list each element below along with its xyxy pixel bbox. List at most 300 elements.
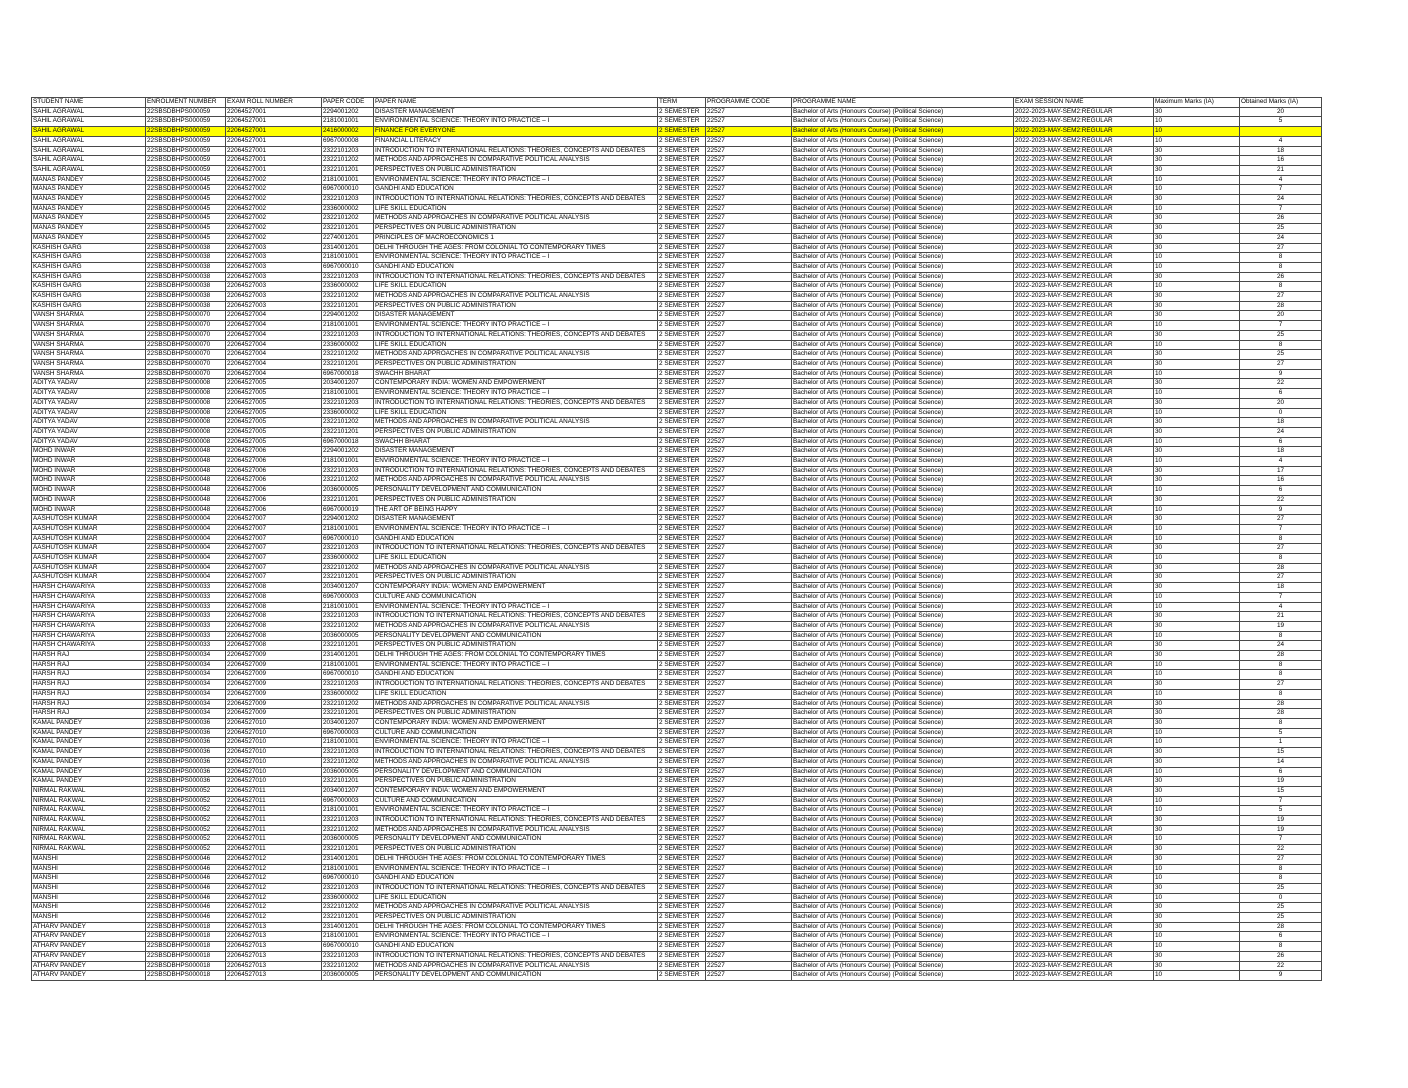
programme-name-cell: Bachelor of Arts (Honours Course) (Political Science) [792, 738, 1014, 748]
term-cell: 2 SEMESTER [658, 796, 706, 806]
table-row [32, 922, 1322, 932]
paper-name-cell: PERSONALITY DEVELOPMENT AND COMMUNICATION [374, 835, 658, 845]
paper-code-cell: 2322101201 [322, 641, 374, 651]
paper-code-cell: 2322101202 [322, 418, 374, 428]
obtained-marks-cell: 27 [1240, 515, 1322, 525]
student-name-cell: SAHIL AGRAWAL [32, 165, 146, 175]
programme-name-cell: Bachelor of Arts (Honours Course) (Political Science) [792, 350, 1014, 360]
table-row [32, 893, 1322, 903]
paper-name-cell: METHODS AND APPROACHES IN COMPARATIVE POLITICAL ANALYSIS [374, 961, 658, 971]
exam-roll-number-cell: 22064527003 [226, 253, 322, 263]
programme-code-cell: 22527 [706, 796, 792, 806]
table-row [32, 515, 1322, 525]
table-row [32, 262, 1322, 272]
programme-name-cell: Bachelor of Arts (Honours Course) (Political Science) [792, 883, 1014, 893]
programme-name-cell: Bachelor of Arts (Honours Course) (Political Science) [792, 107, 1014, 117]
term-cell: 2 SEMESTER [658, 447, 706, 457]
term-cell: 2 SEMESTER [658, 709, 706, 719]
programme-code-cell: 22527 [706, 835, 792, 845]
exam-session-cell: 2022-2023-MAY-SEM2:REGULAR [1014, 554, 1154, 564]
paper-code-cell: 2322101202 [322, 563, 374, 573]
maximum-marks-cell: 10 [1154, 505, 1240, 515]
exam-session-cell: 2022-2023-MAY-SEM2:REGULAR [1014, 272, 1154, 282]
maximum-marks-cell: 10 [1154, 262, 1240, 272]
programme-code-cell: 22527 [706, 864, 792, 874]
obtained-marks-cell: 25 [1240, 913, 1322, 923]
maximum-marks-cell: 30 [1154, 612, 1240, 622]
obtained-marks-cell: 22 [1240, 845, 1322, 855]
maximum-marks-cell: 10 [1154, 127, 1240, 137]
programme-code-cell: 22527 [706, 524, 792, 534]
table-row [32, 359, 1322, 369]
exam-session-cell: 2022-2023-MAY-SEM2:REGULAR [1014, 602, 1154, 612]
term-cell: 2 SEMESTER [658, 418, 706, 428]
student-name-cell: MANAS PANDEY [32, 233, 146, 243]
obtained-marks-cell: 8 [1240, 631, 1322, 641]
maximum-marks-cell: 30 [1154, 243, 1240, 253]
paper-name-cell: FINANCE FOR EVERYONE [374, 127, 658, 137]
table-row [32, 466, 1322, 476]
enrolment-number-cell: 22SBSDBHPS000052 [146, 835, 226, 845]
exam-session-cell: 2022-2023-MAY-SEM2:REGULAR [1014, 175, 1154, 185]
paper-code-cell: 2322101203 [322, 748, 374, 758]
maximum-marks-cell: 10 [1154, 282, 1240, 292]
obtained-marks-cell: 24 [1240, 641, 1322, 651]
enrolment-number-cell: 22SBSDBHPS000038 [146, 292, 226, 302]
col-exam-session-name: EXAM SESSION NAME [1014, 98, 1154, 108]
enrolment-number-cell: 22SBSDBHPS000008 [146, 437, 226, 447]
programme-code-cell: 22527 [706, 757, 792, 767]
student-name-cell: HARSH RAJ [32, 660, 146, 670]
enrolment-number-cell: 22SBSDBHPS000004 [146, 554, 226, 564]
paper-code-cell: 6967000003 [322, 728, 374, 738]
enrolment-number-cell: 22SBSDBHPS000036 [146, 757, 226, 767]
obtained-marks-cell: 6 [1240, 389, 1322, 399]
paper-code-cell: 2336000002 [322, 204, 374, 214]
maximum-marks-cell: 30 [1154, 418, 1240, 428]
term-cell: 2 SEMESTER [658, 466, 706, 476]
exam-roll-number-cell: 22064527012 [226, 883, 322, 893]
exam-session-cell: 2022-2023-MAY-SEM2:REGULAR [1014, 340, 1154, 350]
paper-code-cell: 2322101202 [322, 961, 374, 971]
programme-name-cell: Bachelor of Arts (Honours Course) (Political Science) [792, 621, 1014, 631]
enrolment-number-cell: 22SBSDBHPS000033 [146, 583, 226, 593]
obtained-marks-cell: 27 [1240, 544, 1322, 554]
maximum-marks-cell: 30 [1154, 301, 1240, 311]
maximum-marks-cell: 30 [1154, 922, 1240, 932]
term-cell: 2 SEMESTER [658, 757, 706, 767]
exam-session-cell: 2022-2023-MAY-SEM2:REGULAR [1014, 243, 1154, 253]
table-row [32, 660, 1322, 670]
exam-session-cell: 2022-2023-MAY-SEM2:REGULAR [1014, 777, 1154, 787]
programme-name-cell: Bachelor of Arts (Honours Course) (Political Science) [792, 592, 1014, 602]
paper-name-cell: PERSPECTIVES ON PUBLIC ADMINISTRATION [374, 913, 658, 923]
maximum-marks-cell: 30 [1154, 447, 1240, 457]
paper-code-cell: 2322101203 [322, 272, 374, 282]
programme-name-cell: Bachelor of Arts (Honours Course) (Political Science) [792, 602, 1014, 612]
exam-session-cell: 2022-2023-MAY-SEM2:REGULAR [1014, 330, 1154, 340]
paper-code-cell: 6967000008 [322, 136, 374, 146]
table-row [32, 253, 1322, 263]
programme-code-cell: 22527 [706, 922, 792, 932]
paper-code-cell: 6967000010 [322, 185, 374, 195]
exam-roll-number-cell: 22064527013 [226, 971, 322, 981]
table-row [32, 621, 1322, 631]
exam-session-cell: 2022-2023-MAY-SEM2:REGULAR [1014, 301, 1154, 311]
maximum-marks-cell: 30 [1154, 961, 1240, 971]
student-name-cell: ATHARV PANDEY [32, 971, 146, 981]
exam-roll-number-cell: 22064527005 [226, 398, 322, 408]
exam-roll-number-cell: 22064527008 [226, 583, 322, 593]
enrolment-number-cell: 22SBSDBHPS000018 [146, 922, 226, 932]
maximum-marks-cell: 30 [1154, 272, 1240, 282]
programme-name-cell: Bachelor of Arts (Honours Course) (Political Science) [792, 262, 1014, 272]
exam-roll-number-cell: 22064527001 [226, 136, 322, 146]
programme-code-cell: 22527 [706, 224, 792, 234]
exam-roll-number-cell: 22064527011 [226, 845, 322, 855]
paper-code-cell: 2036000005 [322, 767, 374, 777]
paper-name-cell: ENVIRONMENTAL SCIENCE: THEORY INTO PRACTICE – I [374, 253, 658, 263]
student-name-cell: HARSH CHAWARIYA [32, 631, 146, 641]
term-cell: 2 SEMESTER [658, 641, 706, 651]
maximum-marks-cell: 10 [1154, 253, 1240, 263]
exam-roll-number-cell: 22064527006 [226, 486, 322, 496]
paper-code-cell: 2181001001 [322, 457, 374, 467]
programme-code-cell: 22527 [706, 942, 792, 952]
programme-code-cell: 22527 [706, 165, 792, 175]
exam-session-cell: 2022-2023-MAY-SEM2:REGULAR [1014, 592, 1154, 602]
exam-roll-number-cell: 22064527001 [226, 127, 322, 137]
term-cell: 2 SEMESTER [658, 777, 706, 787]
obtained-marks-cell: 19 [1240, 825, 1322, 835]
student-name-cell: VANSH SHARMA [32, 340, 146, 350]
programme-code-cell: 22527 [706, 427, 792, 437]
exam-roll-number-cell: 22064527009 [226, 680, 322, 690]
student-name-cell: KAMAL PANDEY [32, 757, 146, 767]
paper-name-cell: DISASTER MANAGEMENT [374, 515, 658, 525]
paper-name-cell: PERSONALITY DEVELOPMENT AND COMMUNICATION [374, 971, 658, 981]
paper-name-cell: SWACHH BHARAT [374, 437, 658, 447]
maximum-marks-cell: 30 [1154, 233, 1240, 243]
student-name-cell: KAMAL PANDEY [32, 719, 146, 729]
paper-code-cell: 2322101203 [322, 398, 374, 408]
enrolment-number-cell: 22SBSDBHPS000004 [146, 534, 226, 544]
exam-roll-number-cell: 22064527009 [226, 651, 322, 661]
term-cell: 2 SEMESTER [658, 971, 706, 981]
term-cell: 2 SEMESTER [658, 854, 706, 864]
enrolment-number-cell: 22SBSDBHPS000033 [146, 592, 226, 602]
programme-code-cell: 22527 [706, 854, 792, 864]
table-row [32, 971, 1322, 981]
maximum-marks-cell: 30 [1154, 621, 1240, 631]
programme-code-cell: 22527 [706, 961, 792, 971]
col-paper-name: PAPER NAME [374, 98, 658, 108]
maximum-marks-cell: 30 [1154, 544, 1240, 554]
maximum-marks-cell: 30 [1154, 311, 1240, 321]
term-cell: 2 SEMESTER [658, 224, 706, 234]
paper-code-cell: 2336000002 [322, 408, 374, 418]
paper-code-cell: 2322101203 [322, 544, 374, 554]
term-cell: 2 SEMESTER [658, 359, 706, 369]
paper-code-cell: 2322101203 [322, 330, 374, 340]
paper-name-cell: ENVIRONMENTAL SCIENCE: THEORY INTO PRACTICE – I [374, 806, 658, 816]
programme-name-cell: Bachelor of Arts (Honours Course) (Political Science) [792, 466, 1014, 476]
paper-code-cell: 2034001207 [322, 719, 374, 729]
enrolment-number-cell: 22SBSDBHPS000008 [146, 389, 226, 399]
paper-code-cell: 2322101202 [322, 156, 374, 166]
enrolment-number-cell: 22SBSDBHPS000046 [146, 903, 226, 913]
obtained-marks-cell: 0 [1240, 893, 1322, 903]
paper-name-cell: METHODS AND APPROACHES IN COMPARATIVE POLITICAL ANALYSIS [374, 292, 658, 302]
paper-name-cell: ENVIRONMENTAL SCIENCE: THEORY INTO PRACTICE – I [374, 864, 658, 874]
table-row [32, 447, 1322, 457]
paper-code-cell: 2181001001 [322, 253, 374, 263]
paper-name-cell: PERSPECTIVES ON PUBLIC ADMINISTRATION [374, 165, 658, 175]
term-cell: 2 SEMESTER [658, 621, 706, 631]
obtained-marks-cell: 4 [1240, 136, 1322, 146]
paper-code-cell: 2322101203 [322, 612, 374, 622]
term-cell: 2 SEMESTER [658, 282, 706, 292]
paper-name-cell: METHODS AND APPROACHES IN COMPARATIVE POLITICAL ANALYSIS [374, 563, 658, 573]
paper-code-cell: 6967000010 [322, 874, 374, 884]
obtained-marks-cell: 26 [1240, 951, 1322, 961]
obtained-marks-cell: 14 [1240, 757, 1322, 767]
programme-name-cell: Bachelor of Arts (Honours Course) (Political Science) [792, 651, 1014, 661]
programme-name-cell: Bachelor of Arts (Honours Course) (Political Science) [792, 767, 1014, 777]
obtained-marks-cell: 25 [1240, 903, 1322, 913]
student-name-cell: VANSH SHARMA [32, 321, 146, 331]
exam-roll-number-cell: 22064527004 [226, 330, 322, 340]
obtained-marks-cell: 19 [1240, 777, 1322, 787]
paper-code-cell: 2274001201 [322, 233, 374, 243]
student-name-cell: KAMAL PANDEY [32, 728, 146, 738]
col-term: TERM [658, 98, 706, 108]
programme-code-cell: 22527 [706, 728, 792, 738]
paper-code-cell: 2181001001 [322, 175, 374, 185]
paper-name-cell: INTRODUCTION TO INTERNATIONAL RELATIONS: THEORIES, CONCEPTS AND DEBATES [374, 398, 658, 408]
enrolment-number-cell: 22SBSDBHPS000045 [146, 224, 226, 234]
programme-code-cell: 22527 [706, 156, 792, 166]
table-row [32, 903, 1322, 913]
table-row [32, 748, 1322, 758]
programme-name-cell: Bachelor of Arts (Honours Course) (Political Science) [792, 272, 1014, 282]
term-cell: 2 SEMESTER [658, 699, 706, 709]
programme-code-cell: 22527 [706, 272, 792, 282]
enrolment-number-cell: 22SBSDBHPS000038 [146, 253, 226, 263]
obtained-marks-cell: 4 [1240, 457, 1322, 467]
paper-name-cell: INTRODUCTION TO INTERNATIONAL RELATIONS: THEORIES, CONCEPTS AND DEBATES [374, 272, 658, 282]
paper-code-cell: 2181001001 [322, 660, 374, 670]
programme-code-cell: 22527 [706, 369, 792, 379]
table-row [32, 728, 1322, 738]
exam-session-cell: 2022-2023-MAY-SEM2:REGULAR [1014, 408, 1154, 418]
student-name-cell: AASHUTOSH KUMAR [32, 563, 146, 573]
obtained-marks-cell: 9 [1240, 369, 1322, 379]
student-name-cell: KASHISH GARG [32, 301, 146, 311]
exam-session-cell: 2022-2023-MAY-SEM2:REGULAR [1014, 350, 1154, 360]
exam-roll-number-cell: 22064527006 [226, 505, 322, 515]
enrolment-number-cell: 22SBSDBHPS000036 [146, 728, 226, 738]
exam-roll-number-cell: 22064527007 [226, 563, 322, 573]
programme-code-cell: 22527 [706, 631, 792, 641]
maximum-marks-cell: 30 [1154, 786, 1240, 796]
student-name-cell: KASHISH GARG [32, 272, 146, 282]
programme-name-cell: Bachelor of Arts (Honours Course) (Political Science) [792, 864, 1014, 874]
term-cell: 2 SEMESTER [658, 651, 706, 661]
programme-code-cell: 22527 [706, 495, 792, 505]
exam-session-cell: 2022-2023-MAY-SEM2:REGULAR [1014, 185, 1154, 195]
programme-code-cell: 22527 [706, 621, 792, 631]
table-row [32, 942, 1322, 952]
paper-name-cell: METHODS AND APPROACHES IN COMPARATIVE POLITICAL ANALYSIS [374, 757, 658, 767]
paper-code-cell: 6967000010 [322, 670, 374, 680]
student-name-cell: MANAS PANDEY [32, 224, 146, 234]
programme-name-cell: Bachelor of Arts (Honours Course) (Political Science) [792, 165, 1014, 175]
paper-code-cell: 2322101203 [322, 951, 374, 961]
programme-name-cell: Bachelor of Arts (Honours Course) (Political Science) [792, 748, 1014, 758]
maximum-marks-cell: 30 [1154, 107, 1240, 117]
programme-name-cell: Bachelor of Arts (Honours Course) (Political Science) [792, 340, 1014, 350]
paper-code-cell: 2181001001 [322, 864, 374, 874]
exam-roll-number-cell: 22064527005 [226, 437, 322, 447]
exam-roll-number-cell: 22064527008 [226, 631, 322, 641]
student-name-cell: SAHIL AGRAWAL [32, 156, 146, 166]
programme-code-cell: 22527 [706, 786, 792, 796]
term-cell: 2 SEMESTER [658, 350, 706, 360]
exam-roll-number-cell: 22064527013 [226, 942, 322, 952]
paper-code-cell: 2322101201 [322, 913, 374, 923]
paper-code-cell: 6967000019 [322, 505, 374, 515]
obtained-marks-cell: 8 [1240, 282, 1322, 292]
programme-name-cell: Bachelor of Arts (Honours Course) (Political Science) [792, 486, 1014, 496]
exam-session-cell: 2022-2023-MAY-SEM2:REGULAR [1014, 728, 1154, 738]
student-name-cell: VANSH SHARMA [32, 350, 146, 360]
programme-code-cell: 22527 [706, 379, 792, 389]
student-name-cell: HARSH RAJ [32, 699, 146, 709]
exam-session-cell: 2022-2023-MAY-SEM2:REGULAR [1014, 165, 1154, 175]
obtained-marks-cell: 27 [1240, 292, 1322, 302]
student-name-cell: MANAS PANDEY [32, 195, 146, 205]
paper-name-cell: FINANCIAL LITERACY [374, 136, 658, 146]
paper-code-cell: 2322101202 [322, 621, 374, 631]
student-name-cell: HARSH CHAWARIYA [32, 583, 146, 593]
term-cell: 2 SEMESTER [658, 913, 706, 923]
enrolment-number-cell: 22SBSDBHPS000004 [146, 544, 226, 554]
programme-name-cell: Bachelor of Arts (Honours Course) (Political Science) [792, 292, 1014, 302]
student-name-cell: MOHD INWAR [32, 466, 146, 476]
programme-name-cell: Bachelor of Arts (Honours Course) (Political Science) [792, 971, 1014, 981]
obtained-marks-cell: 5 [1240, 728, 1322, 738]
table-row [32, 369, 1322, 379]
programme-code-cell: 22527 [706, 486, 792, 496]
paper-name-cell: ENVIRONMENTAL SCIENCE: THEORY INTO PRACTICE – I [374, 321, 658, 331]
student-name-cell: ATHARV PANDEY [32, 951, 146, 961]
programme-name-cell: Bachelor of Arts (Honours Course) (Political Science) [792, 922, 1014, 932]
programme-name-cell: Bachelor of Arts (Honours Course) (Political Science) [792, 311, 1014, 321]
enrolment-number-cell: 22SBSDBHPS000004 [146, 563, 226, 573]
maximum-marks-cell: 10 [1154, 185, 1240, 195]
student-name-cell: SAHIL AGRAWAL [32, 136, 146, 146]
term-cell: 2 SEMESTER [658, 321, 706, 331]
exam-session-cell: 2022-2023-MAY-SEM2:REGULAR [1014, 515, 1154, 525]
table-row [32, 961, 1322, 971]
programme-name-cell: Bachelor of Arts (Honours Course) (Political Science) [792, 534, 1014, 544]
programme-code-cell: 22527 [706, 738, 792, 748]
paper-name-cell: CONTEMPORARY INDIA: WOMEN AND EMPOWERMENT [374, 786, 658, 796]
student-name-cell: ATHARV PANDEY [32, 942, 146, 952]
exam-session-cell: 2022-2023-MAY-SEM2:REGULAR [1014, 971, 1154, 981]
table-row [32, 427, 1322, 437]
programme-name-cell: Bachelor of Arts (Honours Course) (Political Science) [792, 573, 1014, 583]
term-cell: 2 SEMESTER [658, 427, 706, 437]
exam-roll-number-cell: 22064527005 [226, 379, 322, 389]
term-cell: 2 SEMESTER [658, 146, 706, 156]
maximum-marks-cell: 30 [1154, 146, 1240, 156]
obtained-marks-cell: 7 [1240, 796, 1322, 806]
obtained-marks-cell: 8 [1240, 864, 1322, 874]
programme-code-cell: 22527 [706, 592, 792, 602]
term-cell: 2 SEMESTER [658, 612, 706, 622]
enrolment-number-cell: 22SBSDBHPS000004 [146, 573, 226, 583]
maximum-marks-cell: 30 [1154, 757, 1240, 767]
student-name-cell: MANSHI [32, 913, 146, 923]
maximum-marks-cell: 30 [1154, 398, 1240, 408]
programme-name-cell: Bachelor of Arts (Honours Course) (Political Science) [792, 796, 1014, 806]
exam-roll-number-cell: 22064527008 [226, 612, 322, 622]
programme-code-cell: 22527 [706, 563, 792, 573]
paper-name-cell: ENVIRONMENTAL SCIENCE: THEORY INTO PRACTICE – I [374, 175, 658, 185]
exam-session-cell: 2022-2023-MAY-SEM2:REGULAR [1014, 204, 1154, 214]
exam-session-cell: 2022-2023-MAY-SEM2:REGULAR [1014, 369, 1154, 379]
exam-roll-number-cell: 22064527011 [226, 835, 322, 845]
table-row [32, 864, 1322, 874]
paper-code-cell: 2322101201 [322, 301, 374, 311]
term-cell: 2 SEMESTER [658, 495, 706, 505]
paper-name-cell: INTRODUCTION TO INTERNATIONAL RELATIONS: THEORIES, CONCEPTS AND DEBATES [374, 544, 658, 554]
enrolment-number-cell: 22SBSDBHPS000046 [146, 864, 226, 874]
programme-code-cell: 22527 [706, 641, 792, 651]
paper-name-cell: PERSONALITY DEVELOPMENT AND COMMUNICATION [374, 631, 658, 641]
maximum-marks-cell: 30 [1154, 854, 1240, 864]
paper-name-cell: INTRODUCTION TO INTERNATIONAL RELATIONS: THEORIES, CONCEPTS AND DEBATES [374, 748, 658, 758]
term-cell: 2 SEMESTER [658, 689, 706, 699]
programme-name-cell: Bachelor of Arts (Honours Course) (Political Science) [792, 689, 1014, 699]
obtained-marks-cell: 7 [1240, 321, 1322, 331]
paper-name-cell: ENVIRONMENTAL SCIENCE: THEORY INTO PRACTICE – I [374, 602, 658, 612]
paper-name-cell: INTRODUCTION TO INTERNATIONAL RELATIONS: THEORIES, CONCEPTS AND DEBATES [374, 466, 658, 476]
obtained-marks-cell: 24 [1240, 195, 1322, 205]
paper-name-cell: GANDHI AND EDUCATION [374, 942, 658, 952]
student-name-cell: ATHARV PANDEY [32, 932, 146, 942]
paper-code-cell: 2036000005 [322, 631, 374, 641]
paper-name-cell: GANDHI AND EDUCATION [374, 670, 658, 680]
paper-code-cell: 2322101202 [322, 699, 374, 709]
paper-name-cell: METHODS AND APPROACHES IN COMPARATIVE POLITICAL ANALYSIS [374, 699, 658, 709]
exam-session-cell: 2022-2023-MAY-SEM2:REGULAR [1014, 282, 1154, 292]
exam-session-cell: 2022-2023-MAY-SEM2:REGULAR [1014, 224, 1154, 234]
table-row [32, 379, 1322, 389]
col-paper-code: PAPER CODE [322, 98, 374, 108]
programme-code-cell: 22527 [706, 806, 792, 816]
maximum-marks-cell: 10 [1154, 175, 1240, 185]
obtained-marks-cell: 24 [1240, 233, 1322, 243]
table-row [32, 932, 1322, 942]
term-cell: 2 SEMESTER [658, 660, 706, 670]
col-enrolment-number: ENROLMENT NUMBER [146, 98, 226, 108]
exam-roll-number-cell: 22064527010 [226, 767, 322, 777]
obtained-marks-cell: 28 [1240, 699, 1322, 709]
paper-code-cell: 2322101202 [322, 757, 374, 767]
